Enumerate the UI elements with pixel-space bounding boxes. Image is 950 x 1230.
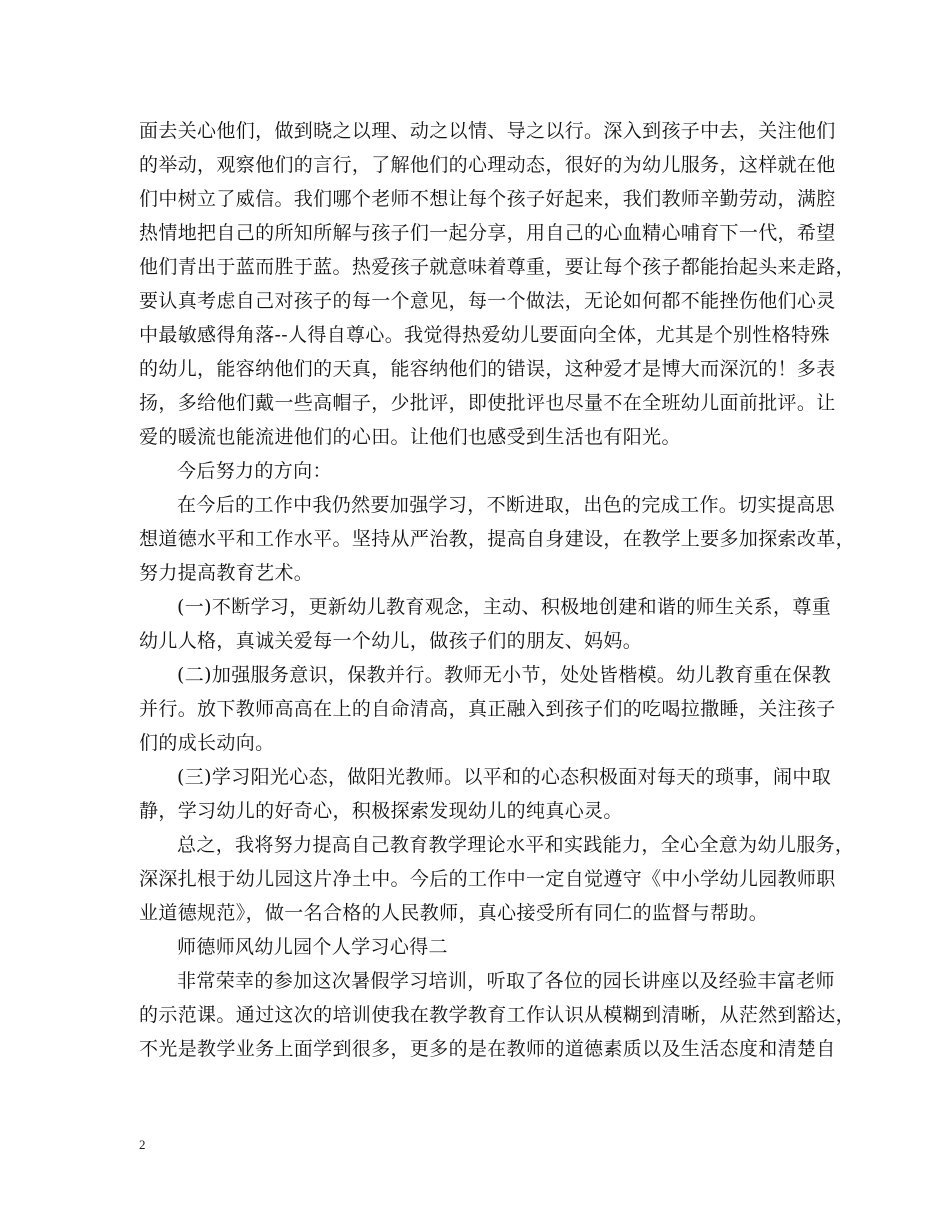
text-line: 静，学习幼儿的好奇心，积极探索发现幼儿的纯真心灵。 xyxy=(139,800,623,822)
text-line: (二)加强服务意识，保教并行。教师无小节，处处皆楷模。幼儿教育重在保教 xyxy=(177,664,832,686)
text-line: 非常荣幸的参加这次暑假学习培训，听取了各位的园长讲座以及经验丰富老师 xyxy=(177,970,835,992)
text-line: 不光是教学业务上面学到很多，更多的是在教师的道德素质以及生活态度和清楚自 xyxy=(139,1038,836,1060)
text-line: 想道德水平和工作水平。坚持从严治教，提高自身建设，在教学上要多加探索改革， xyxy=(139,528,855,550)
text-line: 热情地把自己的所知所解与孩子们一起分享，用自己的心血精心哺育下一代，希望 xyxy=(139,222,836,244)
text-line: 幼儿人格，真诚关爱每一个幼儿，做孩子们的朋友、妈妈。 xyxy=(139,630,643,652)
text-line: 并行。放下教师高高在上的自命清高，真正融入到孩子们的吃喝拉撒睡，关注孩子 xyxy=(139,698,836,720)
text-line: 要认真考虑自己对孩子的每一个意见，每一个做法，无论如何都不能挫伤他们心灵 xyxy=(139,290,836,312)
text-line: 深深扎根于幼儿园这片净土中。今后的工作中一定自觉遵守《中小学幼儿园教师职 xyxy=(139,868,836,890)
text-line: 总之，我将努力提高自己教育教学理论水平和实践能力，全心全意为幼儿服务， xyxy=(177,834,855,856)
text-line: 的幼儿，能容纳他们的天真，能容纳他们的错误，这种爱才是博大而深沉的！多表 xyxy=(139,358,836,380)
text-line: 业道德规范》，做一名合格的人民教师，真心接受所有同仁的监督与帮助。 xyxy=(139,902,769,924)
text-line: (三)学习阳光心态，做阳光教师。以平和的心态积极面对每天的琐事，闹中取 xyxy=(177,766,832,788)
text-line: 他们青出于蓝而胜于蓝。热爱孩子就意味着尊重，要让每个孩子都能抬起头来走路， xyxy=(139,256,855,278)
text-line: 中最敏感得角落--人得自尊心。我觉得热爱幼儿要面向全体，尤其是个别性格特殊 xyxy=(139,324,830,346)
text-line: 在今后的工作中我仍然要加强学习，不断进取，出色的完成工作。切实提高思 xyxy=(177,494,835,516)
text-line: 爱的暖流也能流进他们的心田。让他们也感受到生活也有阳光。 xyxy=(139,426,681,448)
text-line: (一)不断学习，更新幼儿教育观念，主动、积极地创建和谐的师生关系，尊重 xyxy=(177,596,832,618)
text-line: 们的成长动向。 xyxy=(139,732,275,754)
section-heading: 今后努力的方向： xyxy=(177,460,332,482)
text-line: 面去关心他们，做到晓之以理、动之以情、导之以行。深入到孩子中去，关注他们 xyxy=(139,120,836,142)
text-line: 的示范课。通过这次的培训使我在教学教育工作认识从模糊到清晰，从茫然到豁达， xyxy=(139,1004,855,1026)
page-number: 2 xyxy=(139,1137,146,1152)
section-heading: 师德师风幼儿园个人学习心得二 xyxy=(177,936,448,958)
text-line: 扬，多给他们戴一些高帽子，少批评，即使批评也尽量不在全班幼儿面前批评。让 xyxy=(139,392,836,414)
text-line: 的举动，观察他们的言行，了解他们的心理动态，很好的为幼儿服务，这样就在他 xyxy=(139,154,836,176)
text-line: 们中树立了威信。我们哪个老师不想让每个孩子好起来，我们教师辛勤劳动，满腔 xyxy=(139,188,836,210)
text-line: 努力提高教育艺术。 xyxy=(139,562,314,584)
